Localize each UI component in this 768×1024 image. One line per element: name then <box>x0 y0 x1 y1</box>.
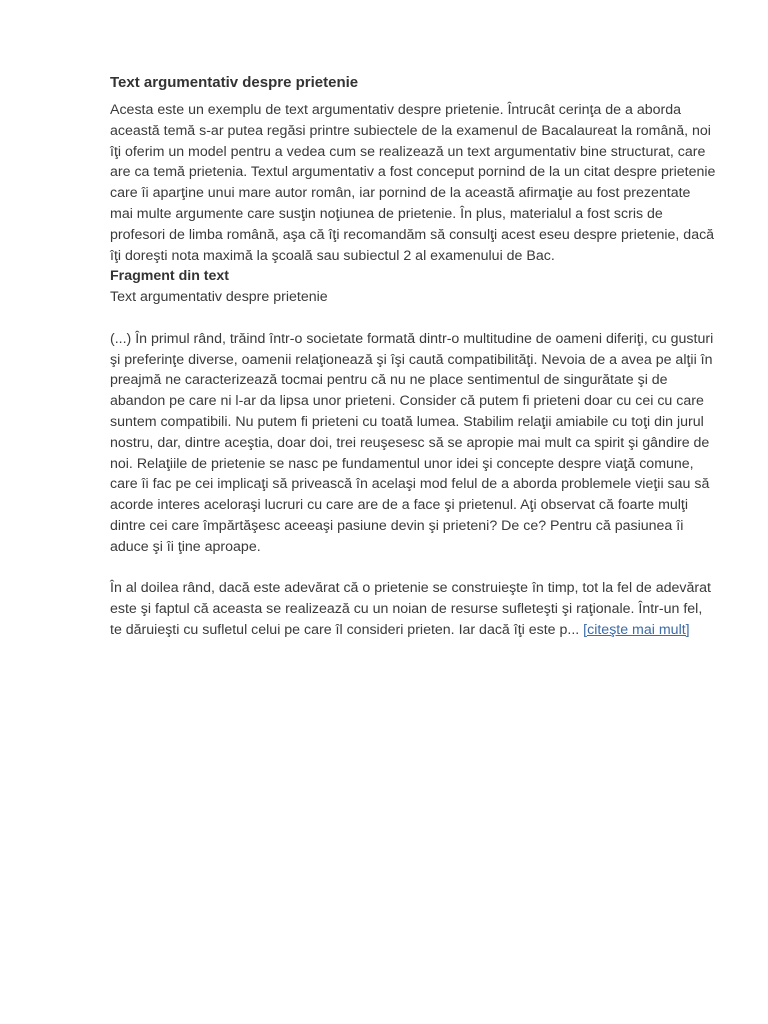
intro-paragraph: Acesta este un exemplu de text argumentativ despre prietenie. Întrucât cerinţa de a aborda această temă s-ar putea regăsi printre subiectele de la examenul de Bacalaureat la română, noi îţi oferim un model pentru a vedea cum se realizează un text argumentativ bine structurat, care are ca temă prietenia. Textul argumentativ a fost conceput pornind de la un citat despre prietenie care îi aparţine unui mare autor român, iar pornind de la această afirmaţie au fost prezentate mai multe argumente care susţin noţiunea de prietenie. În plus, materialul a fost scris de profesori de limba română, aşa că îţi recomandăm să consulţi acest eseu despre prietenie, dacă îţi doreşti nota maximă la şcoală sau subiectul 2 al examenului de Bac. <box>110 102 716 264</box>
body-paragraph-2 <box>110 578 716 640</box>
article-title: Text argumentativ despre prietenie <box>110 74 359 91</box>
article <box>110 72 716 641</box>
read-more-link[interactable]: [citeşte mai mult] <box>583 621 690 638</box>
body-paragraph-2-text: În al doilea rând, dacă este adevărat că o prietenie se construieşte în timp, tot la fel de adevărat este şi faptul că aceasta se realizează cu un noian de resurse sufleteşti şi raţionale. Într-un fel, te dăruieşti cu sufletul celui pe care îl consideri prieten. Iar dacă îţi este p... <box>110 580 711 638</box>
paragraph-spacer <box>110 308 716 329</box>
body-paragraph-1: (...) În primul rând, trăind într-o societate formată dintr-o multitudine de oameni diferiţi, cu gusturi şi preferinţe diverse, oamenii relaţionează şi îşi caută compatibilităţi. Nevoia de a avea pe alţii în preajmă ne caracterizează tocmai pentru că nu ne place sentimentul de singurătate şi de abandon pe care ni l-ar da lipsa unor prieteni. Consider că putem fi prieteni doar cu cei cu care suntem compatibili. Nu putem fi prieteni cu toată lumea. Stabilim relaţii amiabile cu toţi din jurul nostru, dar, dintre aceştia, doar doi, trei reuşesesc să se apropie mai mult ca spirit şi gândire de noi. Relaţiile de prietenie se nasc pe fundamentul unor idei şi concepte despre viaţă comune, care îi fac pe cei implicaţi să privească în acelaşi mod felul de a aborda problemele vieţii sau să acorde interes aceloraşi lucruri cu care are de a face şi prietenul. Aţi observat că foarte mulţi dintre cei care împărtăşesc aceeaşi pasiune devin şi prieteni? De ce? Pentru că pasiunea îi aduce şi îi ţine aproape. <box>110 330 714 555</box>
fragment-title: Text argumentativ despre prietenie <box>110 289 328 306</box>
fragment-heading: Fragment din text <box>110 268 230 285</box>
paragraph-spacer <box>110 558 716 579</box>
